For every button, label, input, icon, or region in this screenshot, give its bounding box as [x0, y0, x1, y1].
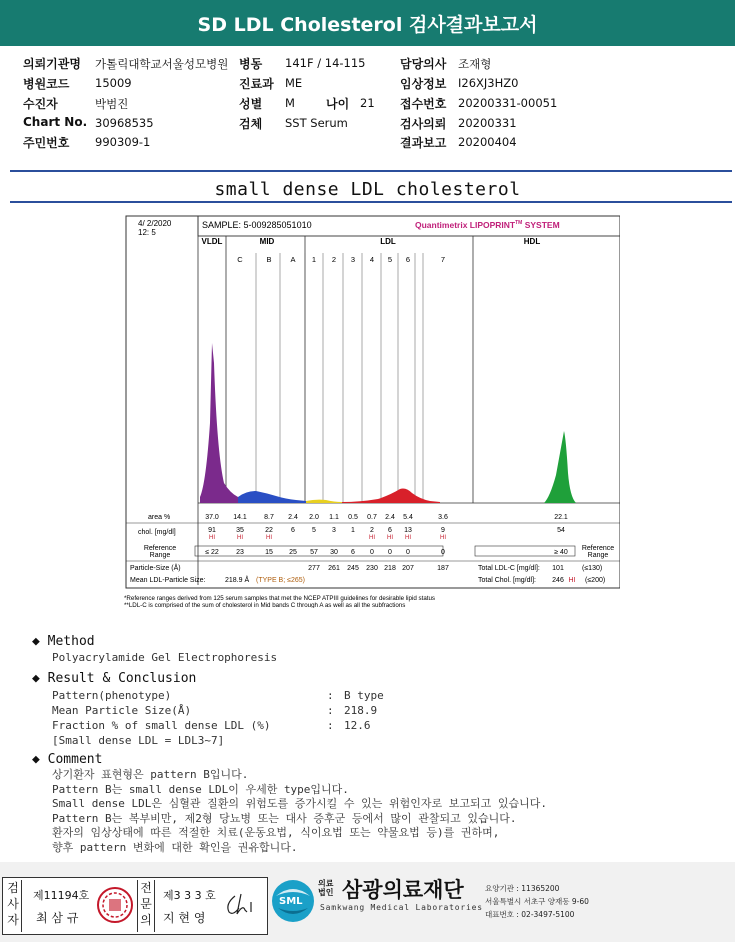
chol-flag: HI — [266, 535, 272, 541]
result-row-colon: : — [327, 719, 334, 732]
band-label: 6 — [405, 255, 411, 264]
band-label: 4 — [369, 255, 375, 264]
org-type — [318, 879, 333, 897]
chol-flag: HI — [387, 535, 393, 541]
system-name — [415, 220, 560, 230]
area-value: 37.0 — [205, 514, 219, 521]
hospital-code-value: 15009 — [95, 76, 132, 90]
ref-value: 23 — [236, 549, 244, 556]
particle-size: 187 — [437, 565, 449, 572]
chol-value: 54 — [557, 527, 565, 534]
ssn-label: 주민번호 — [23, 136, 70, 150]
chart-date: 4/ 2/2020 — [138, 219, 172, 228]
sex-label: 성별 — [239, 97, 263, 111]
comment-section — [32, 752, 547, 855]
mean-value: 218.9 Å — [225, 577, 250, 584]
band-label: B — [266, 255, 272, 264]
total-chol-ref: (≤200) — [585, 577, 606, 584]
sample-id: SAMPLE: 5-009285051010 — [202, 220, 312, 230]
section-subtitle: small dense LDL cholesterol — [214, 179, 521, 200]
total-chol-value: 246 — [552, 577, 564, 584]
band-label: 3 — [350, 255, 356, 264]
total-ldl-ref: (≤130) — [582, 565, 603, 572]
ref-value: ≤ 22 — [205, 549, 219, 556]
ref-label-right-2: Range — [587, 552, 609, 559]
area-value: 3.6 — [438, 514, 448, 521]
ward-label: 병동 — [239, 57, 263, 71]
age-value: 21 — [360, 96, 375, 110]
patient-label: 수진자 — [23, 97, 58, 111]
specimen-value: SST Serum — [285, 116, 348, 130]
top-divider — [10, 170, 732, 172]
mean-label: Mean LDL-Particle Size: — [130, 577, 206, 584]
lipoprint-chart — [120, 213, 620, 608]
comment-line: 상기환자 표현형은 pattern B입니다. — [52, 768, 249, 781]
result-row-label: Fraction % of small dense LDL (%) — [52, 719, 271, 732]
clinical-value: I26XJ3HZ0 — [458, 76, 519, 90]
band-label: C — [237, 255, 243, 264]
chart-time: 12: 5 — [138, 228, 156, 237]
footnote-1: *Reference ranges derived from 125 serum samples that met the NCEP ATPIII guidelines for desirable lipid status — [124, 595, 436, 602]
footer — [0, 862, 735, 942]
receipt-value: 20200331-00051 — [458, 96, 558, 110]
ref-value: 25 — [289, 549, 297, 556]
area-value: 1.1 — [329, 514, 339, 521]
total-chol-label: Total Chol. [mg/dl]: — [478, 577, 536, 584]
area-label: area % — [148, 514, 171, 521]
chol-value: 9 — [441, 527, 445, 534]
chol-value: 2 — [370, 527, 374, 534]
area-value: 0.7 — [367, 514, 377, 521]
request-label: 검사의뢰 — [400, 117, 447, 131]
area-value: 22.1 — [554, 514, 568, 521]
chol-value: 3 — [332, 527, 336, 534]
dept-label: 진료과 — [239, 77, 274, 91]
ref-label-right-1: Reference — [581, 545, 615, 552]
footnote-2: **LDL-C is comprised of the sum of cholesterol in Mid bands C through A as well as all the subfractions — [124, 602, 406, 608]
age-label: 나이 — [326, 97, 350, 111]
particle-label: Particle-Size (Å) — [130, 565, 181, 572]
area-value: 2.0 — [309, 514, 319, 521]
contact-info — [485, 882, 589, 921]
particle-size: 245 — [347, 565, 359, 572]
report-title: SD LDL Cholesterol 검사결과보고서 — [0, 0, 735, 46]
ref-label-2: Range — [149, 552, 171, 559]
result-section — [32, 671, 384, 750]
system-tm: TM — [515, 220, 523, 226]
diamond-bullet-icon: ◆ — [32, 671, 48, 686]
doctor-value: 조재형 — [458, 57, 492, 71]
result-rows — [52, 686, 384, 750]
area-value: 8.7 — [264, 514, 274, 521]
area-value: 14.1 — [233, 514, 247, 521]
report-date-label: 결과보고 — [400, 136, 447, 150]
comment-lines — [52, 768, 547, 855]
chart-no-value: 30968535 — [95, 116, 154, 130]
result-heading-text: Result & Conclusion — [47, 671, 197, 686]
ref-value: 0 — [441, 549, 445, 556]
chol-value: 35 — [236, 527, 244, 534]
examiner-seal-icon — [95, 885, 135, 925]
particle-size: 261 — [328, 565, 340, 572]
result-row-value: B type — [344, 689, 384, 702]
chol-flag: HI — [440, 535, 446, 541]
chol-label: chol. [mg/dl] — [138, 529, 176, 536]
chol-value: 6 — [388, 527, 392, 534]
chol-value: 22 — [265, 527, 273, 534]
chol-value: 91 — [208, 527, 216, 534]
ssn-value: 990309-1 — [95, 135, 151, 149]
mean-type: (TYPE B; ≤265) — [256, 577, 305, 584]
doctor-label: 담당의사 — [400, 57, 447, 71]
specialist-label-text: 전문의 — [140, 881, 152, 927]
patient-value: 박범진 — [95, 97, 129, 111]
chol-value: 5 — [312, 527, 316, 534]
specialist-label — [137, 880, 155, 932]
result-row-label: Mean Particle Size(Å) — [52, 704, 192, 717]
institution-value: 가톨릭대학교서울성모병원 — [95, 57, 229, 71]
bottom-divider — [10, 201, 732, 203]
signature-box — [2, 877, 268, 935]
group-label-vldl: VLDL — [201, 237, 223, 246]
chol-flag: HI — [405, 535, 411, 541]
band-label: 1 — [311, 255, 317, 264]
result-note: [Small dense LDL = LDL3~7] — [52, 734, 225, 747]
chart-no-label: Chart No. — [23, 115, 88, 129]
result-row-value: 218.9 — [344, 704, 378, 717]
report-date-value: 20200404 — [458, 135, 517, 149]
specimen-label: 검체 — [239, 117, 263, 131]
ref-value: 0 — [406, 549, 410, 556]
group-label-mid: MID — [259, 237, 275, 246]
particle-size: 218 — [384, 565, 396, 572]
contact-address: 서울특별시 서초구 양재동 9-60 — [485, 897, 589, 906]
result-row-value: 12.6 — [344, 719, 371, 732]
sex-value: M — [285, 96, 295, 110]
comment-heading — [32, 752, 547, 767]
specialist-number: 제3 3 3 호 — [163, 889, 216, 902]
chol-value: 13 — [404, 527, 412, 534]
band-label: 7 — [440, 255, 446, 264]
org-name: 삼광의료재단 — [342, 878, 464, 902]
org-type-1: 의료 — [318, 879, 334, 888]
chol-flag: HI — [237, 535, 243, 541]
org-type-2: 법인 — [318, 888, 334, 897]
comment-line: Pattern B는 복부비만, 제2형 당뇨병 또는 대사 증후군 등에서 많이 관찰되고 있습니다. — [52, 811, 517, 825]
particle-size: 277 — [308, 565, 320, 572]
diamond-bullet-icon: ◆ — [32, 752, 48, 767]
specialist-signature-icon — [221, 890, 261, 924]
area-value: 5.4 — [403, 514, 413, 521]
result-row-colon: : — [327, 689, 334, 702]
method-text: Polyacrylamide Gel Electrophoresis — [52, 651, 278, 664]
method-heading — [32, 634, 277, 649]
band-label: A — [290, 255, 296, 264]
contact-phone: 대표번호 : 02-3497-5100 — [485, 910, 575, 919]
band-label: 5 — [387, 255, 393, 264]
ref-value: 30 — [330, 549, 338, 556]
chol-flag: HI — [369, 535, 375, 541]
chol-flag: HI — [209, 535, 215, 541]
sml-logo-icon — [270, 878, 316, 924]
ref-value: 6 — [351, 549, 355, 556]
method-section — [32, 634, 277, 664]
comment-line: 향후 pattern 변화에 대한 확인을 권유합니다. — [52, 840, 298, 854]
ref-value: 15 — [265, 549, 273, 556]
comment-line: Small dense LDL은 심혈관 질환의 위험도를 증가시킬 수 있는 위험인자로 보고되고 있습니다. — [52, 797, 547, 810]
receipt-label: 접수번호 — [400, 97, 447, 111]
specialist-name: 지 현 영 — [163, 911, 206, 925]
comment-line: Pattern B는 small dense LDL이 우세한 type입니다. — [52, 782, 349, 796]
particle-size: 230 — [366, 565, 378, 572]
result-heading — [32, 671, 196, 686]
examiner-label-text: 검사자 — [7, 881, 19, 927]
area-value: 2.4 — [288, 514, 298, 521]
area-value: 2.4 — [385, 514, 395, 521]
system-name-main: Quantimetrix LIPOPRINT — [415, 220, 516, 230]
contact-code: 요양기관 : 11365200 — [485, 884, 560, 893]
ref-value: 0 — [388, 549, 392, 556]
ref-value: ≥ 40 — [554, 549, 568, 556]
ref-value: 57 — [310, 549, 318, 556]
band-label: 2 — [331, 255, 337, 264]
result-row-colon: : — [327, 704, 334, 717]
particle-size: 207 — [402, 565, 414, 572]
system-suffix: SYSTEM — [522, 220, 560, 230]
method-heading-text: Method — [47, 634, 95, 649]
ward-value: 141F / 14-115 — [285, 56, 366, 70]
total-chol-flag: HI — [568, 577, 576, 584]
examiner-label — [5, 880, 22, 932]
chol-value: 1 — [351, 527, 355, 534]
diamond-bullet-icon: ◆ — [32, 634, 48, 649]
total-ldl-value: 101 — [552, 565, 564, 572]
dept-value: ME — [285, 76, 303, 90]
total-ldl-label: Total LDL-C [mg/dl]: — [478, 565, 540, 572]
chol-value: 6 — [291, 527, 295, 534]
institution-label: 의뢰기관명 — [23, 57, 81, 71]
result-row-label: Pattern(phenotype) — [52, 689, 172, 702]
group-label-hdl: HDL — [523, 237, 541, 246]
clinical-label: 임상정보 — [400, 77, 447, 91]
comment-heading-text: Comment — [47, 752, 103, 767]
area-value: 0.5 — [348, 514, 358, 521]
lipoprint-svg — [120, 213, 620, 608]
ref-label-1: Reference — [143, 545, 177, 552]
request-value: 20200331 — [458, 116, 517, 130]
logo-text: SML — [279, 896, 303, 907]
comment-line: 환자의 임상상태에 따른 적절한 치료(운동요법, 식이요법 또는 약물요법 등)를 권하며, — [52, 826, 500, 839]
org-english-name: Samkwang Medical Laboratories — [320, 903, 483, 912]
ref-value: 0 — [370, 549, 374, 556]
examiner-name: 최 삼 규 — [36, 911, 79, 925]
examiner-number: 제11194호 — [33, 889, 90, 902]
hospital-code-label: 병원코드 — [23, 77, 70, 91]
group-label-ldl: LDL — [380, 237, 396, 246]
